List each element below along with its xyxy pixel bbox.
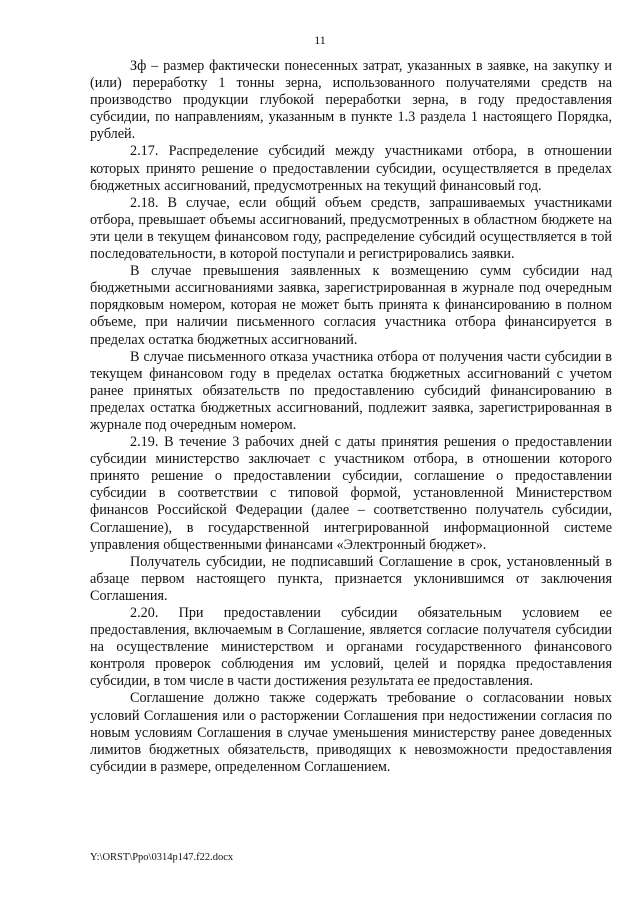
- paragraph-excess-claims: В случае превышения заявленных к возмещению сумм субсидии над бюджетными ассигнованиями заявка, зарегистрированная в журнале под очередным порядковым номером, которая не может быть принята к финансированию в полном объеме, при наличии письменного согласия участника отбора финансируется в пределах остатка бюджетных ассигнований.: [90, 263, 612, 348]
- paragraph-2-20: 2.20. При предоставлении субсидии обязательным условием ее предоставления, включаемым в Соглашение, является согласие получателя субсидии на осуществление министерством и органами государственного финансового контроля проверок соблюдения им условий, целей и порядка предоставления субсидии, в том числе в части достижения результата ее предоставления.: [90, 605, 612, 690]
- paragraph-written-refusal: В случае письменного отказа участника отбора от получения части субсидии в текущем финансовом году в пределах остатка бюджетных ассигнований с учетом ранее принятых обязательств по предоставлению субсидий финансированию в пределах остатка бюджетных ассигнований, подлежит заявка, зарегистрированная в журнале под очередным номером.: [90, 348, 612, 433]
- paragraph-2-17: 2.17. Распределение субсидий между участниками отбора, в отношении которых принято решение о предоставлении субсидии, осуществляется в пределах бюджетных ассигнований, предусмотренных на текущий финансовый год.: [90, 143, 612, 194]
- paragraph-2-19: 2.19. В течение 3 рабочих дней с даты принятия решения о предоставлении субсидии министерство заключает с участником отбора, в отношении которого принято решение о предоставлении субсидии, соглашение о предоставлении субсидии в соответствии с типовой формой, установленной Министерством финансов Российской Федерации (далее – соответственно получатель субсидии, Соглашение), в государственной интегрированной информационной системе управления общественными финансами «Электронный бюджет».: [90, 434, 612, 553]
- file-path-footer: Y:\ORST\Ppo\0314p147.f22.docx: [90, 852, 234, 863]
- document-body: [90, 58, 612, 776]
- paragraph-z-definition: Зф – размер фактически понесенных затрат, указанных в заявке, на закупку и (или) переработку 1 тонны зерна, использованного получателями средств на производство продукции глубокой переработки зерна, в году предоставления субсидии, по направлениям, указанным в пункте 1.3 раздела 1 настоящего Порядка, рублей.: [90, 58, 612, 143]
- page-number: 11: [314, 33, 326, 47]
- paragraph-unsigned-agreement: Получатель субсидии, не подписавший Соглашение в срок, установленный в абзаце первом настоящего пункта, признается уклонившимся от заключения Соглашения.: [90, 553, 612, 604]
- paragraph-agreement-requirements: Соглашение должно также содержать требование о согласовании новых условий Соглашения или о расторжении Соглашения при недостижении согласия по новым условиям Соглашения в случае уменьшения министерству ранее доведенных лимитов бюджетных обязательств, приводящих к невозможности предоставления субсидии в размере, определенном Соглашением.: [90, 690, 612, 775]
- paragraph-2-18: 2.18. В случае, если общий объем средств, запрашиваемых участниками отбора, превышает объемы ассигнований, предусмотренных в областном бюджете на эти цели в текущем финансовом году, распределение субсидий осуществляется в той последовательности, в которой поступали и регистрировались заявки.: [90, 194, 612, 263]
